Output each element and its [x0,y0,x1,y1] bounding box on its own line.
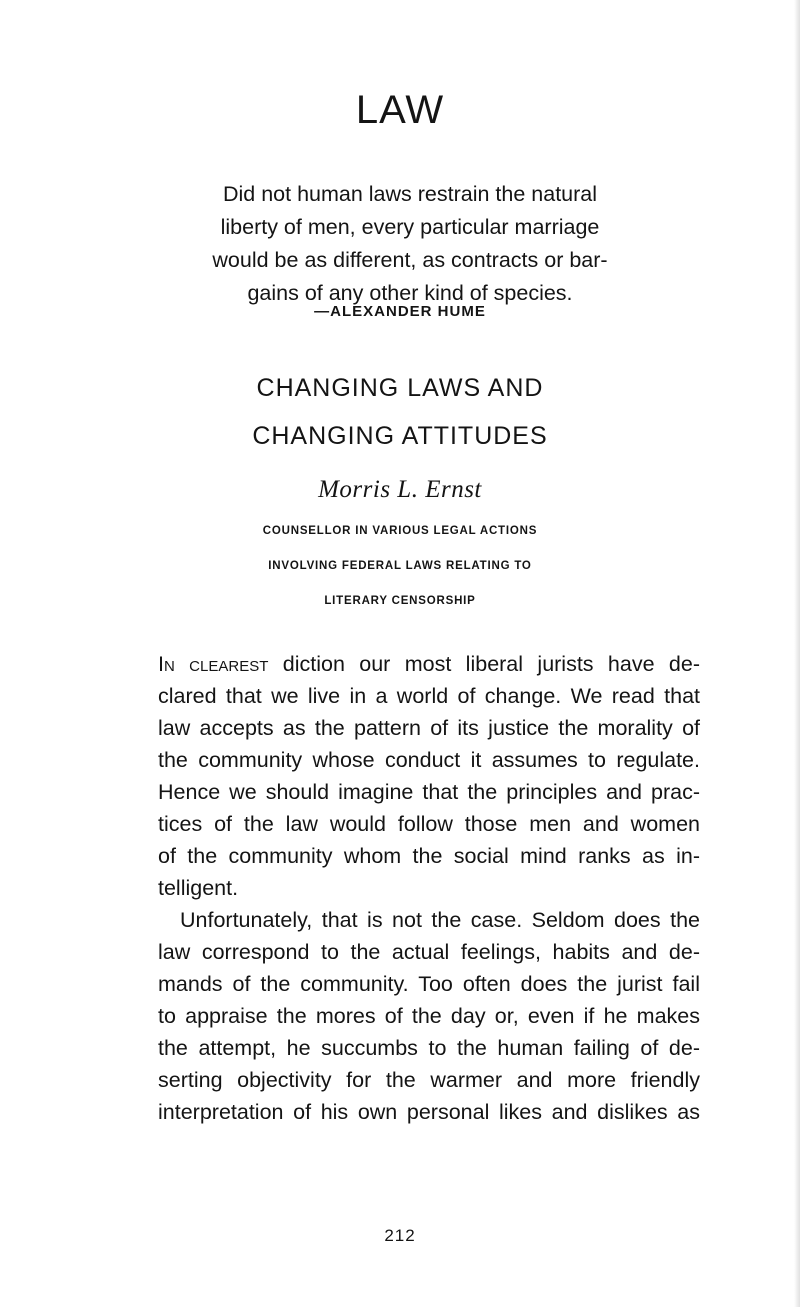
body-line: tices of the law would follow those men and women [158,812,700,836]
body-line [158,648,700,680]
body-line: of the community whom the social mind ranks as in- [158,844,700,868]
body-line: the attempt, he succumbs to the human failing of de- [158,1036,700,1060]
epigraph-line: gains of any other kind of species. [247,281,573,305]
body-line: law correspond to the actual feelings, habits and de- [158,940,700,964]
author-credentials [0,514,800,619]
body-line: law accepts as the pattern of its justice the morality of [158,716,700,740]
author-name: Morris L. Ernst [318,476,482,503]
author-credentials-line: INVOLVING FEDERAL LAWS RELATING TO [268,560,532,572]
page-edge-shadow [794,0,800,1307]
author-credentials-line: COUNSELLOR IN VARIOUS LEGAL ACTIONS [262,525,538,537]
body-line: interpretation of his own personal likes and dislikes as [158,1100,700,1124]
body-line: clared that we live in a world of change. We read that [158,684,700,708]
article-title-line: CHANGING LAWS AND [256,374,544,402]
body-line: Unfortunately, that is not the case. Seldom does the [180,908,700,932]
author-credentials-line: LITERARY CENSORSHIP [324,595,476,607]
running-head: LAW [355,88,445,132]
body-line: mands of the community. Too often does the jurist fail [158,972,700,996]
epigraph [200,178,620,310]
epigraph-attribution: —ALEXANDER HUME [314,303,486,320]
epigraph-line: liberty of men, every particular marriage [220,215,600,239]
body-text [158,648,700,1128]
article-title [0,364,800,460]
body-line: telligent. [158,876,239,900]
body-line: Hence we should imagine that the principles and prac- [158,780,700,804]
epigraph-line: would be as different, as contracts or bar- [212,248,608,272]
article-title-line: CHANGING ATTITUDES [252,422,548,450]
epigraph-line: Did not human laws restrain the natural [222,182,598,206]
body-line: serting objectivity for the warmer and more friendly [158,1068,700,1092]
page-number: 212 [384,1226,416,1245]
body-line: to appraise the mores of the day or, even if he makes [158,1004,700,1028]
opening-line-rest: diction our most liberal jurists have de- [268,652,701,676]
body-line: the community whose conduct it assumes to regulate. [158,748,700,772]
opening-words: In clearest [158,652,269,676]
